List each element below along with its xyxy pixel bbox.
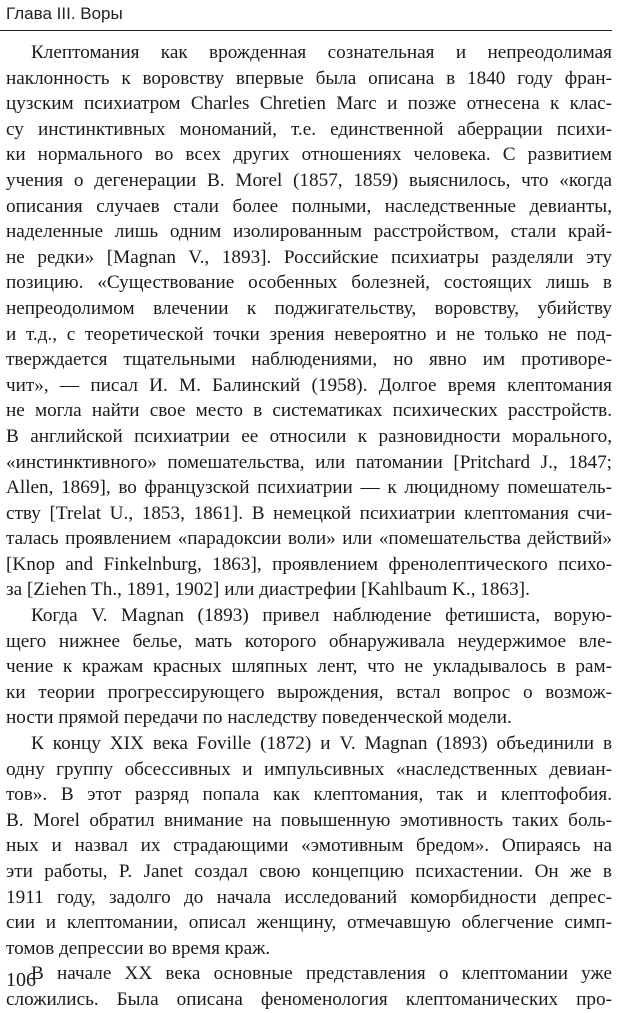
text-line: В английской психиатрии ее относили к разновидности морального, (6, 425, 612, 447)
text-line: ных и назвал их страдающими «эмотивным бредом». Опираясь на (6, 835, 612, 857)
text-line: чит», — писал И. М. Балинский (1958). Долгое время клептомания (6, 374, 612, 396)
text-line: одну группу обсессивных и импульсивных «наследственных девиан- (6, 758, 612, 780)
text-line: наделенные лишь одним изолированным расстройством, стали край- (6, 221, 612, 243)
text-line: чение к кражам красных шляпных лент, что не укладывалось в рам- (6, 656, 612, 678)
header-rule (0, 30, 612, 31)
text-line: цузским психиатром Charles Chretien Marc и позже отнесена к клас- (6, 93, 612, 115)
text-line: непреодолимом влечении к поджигательству, воровству, убийству (6, 297, 612, 319)
body-text (6, 40, 612, 1013)
text-line: 1911 году, задолго до начала исследований коморбидности депрес- (6, 886, 612, 908)
text-line: ки теории прогрессирующего вырождения, встал вопрос о возмож- (6, 681, 612, 703)
page-number: 106 (6, 969, 36, 991)
text-line: ству [Trelat U., 1853, 1861]. В немецкой психиатрии клептомания счи- (6, 502, 612, 524)
text-line: су инстинктивных мономаний, т.е. единственной аберрации психи- (6, 118, 612, 140)
text-line: талась проявлением «парадоксии воли» или «помешательства действий» (6, 528, 612, 550)
text-line: томов депрессии во время краж. (6, 937, 271, 959)
text-line: Когда V. Magnan (1893) привел наблюдение фетишиста, ворую- (31, 605, 612, 627)
text-line: сложились. Была описана феноменология клептоманических про- (6, 988, 612, 1010)
text-line: К концу XIX века Foville (1872) и V. Magnan (1893) объединили в (31, 733, 612, 755)
text-line: сии и клептомании, описал женщину, отмечавшую облегчение симп- (6, 912, 612, 934)
text-line: наклонность к воровству впервые была описана в 1840 году фран- (6, 67, 612, 89)
text-line: не редки» [Magnan V., 1893]. Российские психиатры разделяли эту (6, 246, 612, 268)
running-title: Глава III. Воры (6, 4, 123, 23)
text-line: эти работы, P. Janet создал свою концепцию психастении. Он же в (6, 861, 612, 882)
text-line: тов». В этот разряд попала как клептомания, так и клептофобия. (6, 784, 612, 806)
text-line: Клептомания как врожденная сознательная и непреодолимая (31, 42, 612, 63)
text-line: не могла найти свое место в систематиках психических расстройств. (6, 400, 612, 422)
text-line: [Knop and Finkelnburg, 1863], проявлением френолептического психо- (6, 553, 612, 575)
text-line: тверждается тщательными наблюдениями, но явно им противоре- (6, 349, 612, 371)
text-line: учения о дегенерации B. Morel (1857, 1859) выяснилось, что «когда (6, 169, 612, 191)
text-line: Allen, 1869], во французской психиатрии — к люцидному помешатель- (6, 477, 612, 499)
text-line: ки нормального во всех других отношениях человека. С развитием (6, 144, 612, 166)
text-line: за [Ziehen Th., 1891, 1902] или диастрефии [Kahlbaum K., 1863]. (6, 579, 530, 601)
text-line: и т.д., с теоретической точки зрения невероятно и не только не под- (6, 323, 612, 345)
text-line: ности прямой передачи по наследству поведенческой модели. (6, 707, 512, 729)
text-line: щего нижнее белье, мать которого обнаруживала неудержимое вле- (6, 630, 612, 652)
text-line: B. Morel обратил внимание на повышенную эмотивность таких боль- (6, 809, 612, 831)
text-line: описания случаев стали более полными, наследственные девианты, (6, 195, 612, 217)
text-line: «инстинктивного» помешательства, или патомании [Pritchard J., 1847; (6, 451, 612, 473)
text-line: В начале XX века основные представления о клептомании уже (31, 963, 612, 985)
text-line: позицию. «Существование особенных болезней, состоящих лишь в (6, 272, 612, 294)
